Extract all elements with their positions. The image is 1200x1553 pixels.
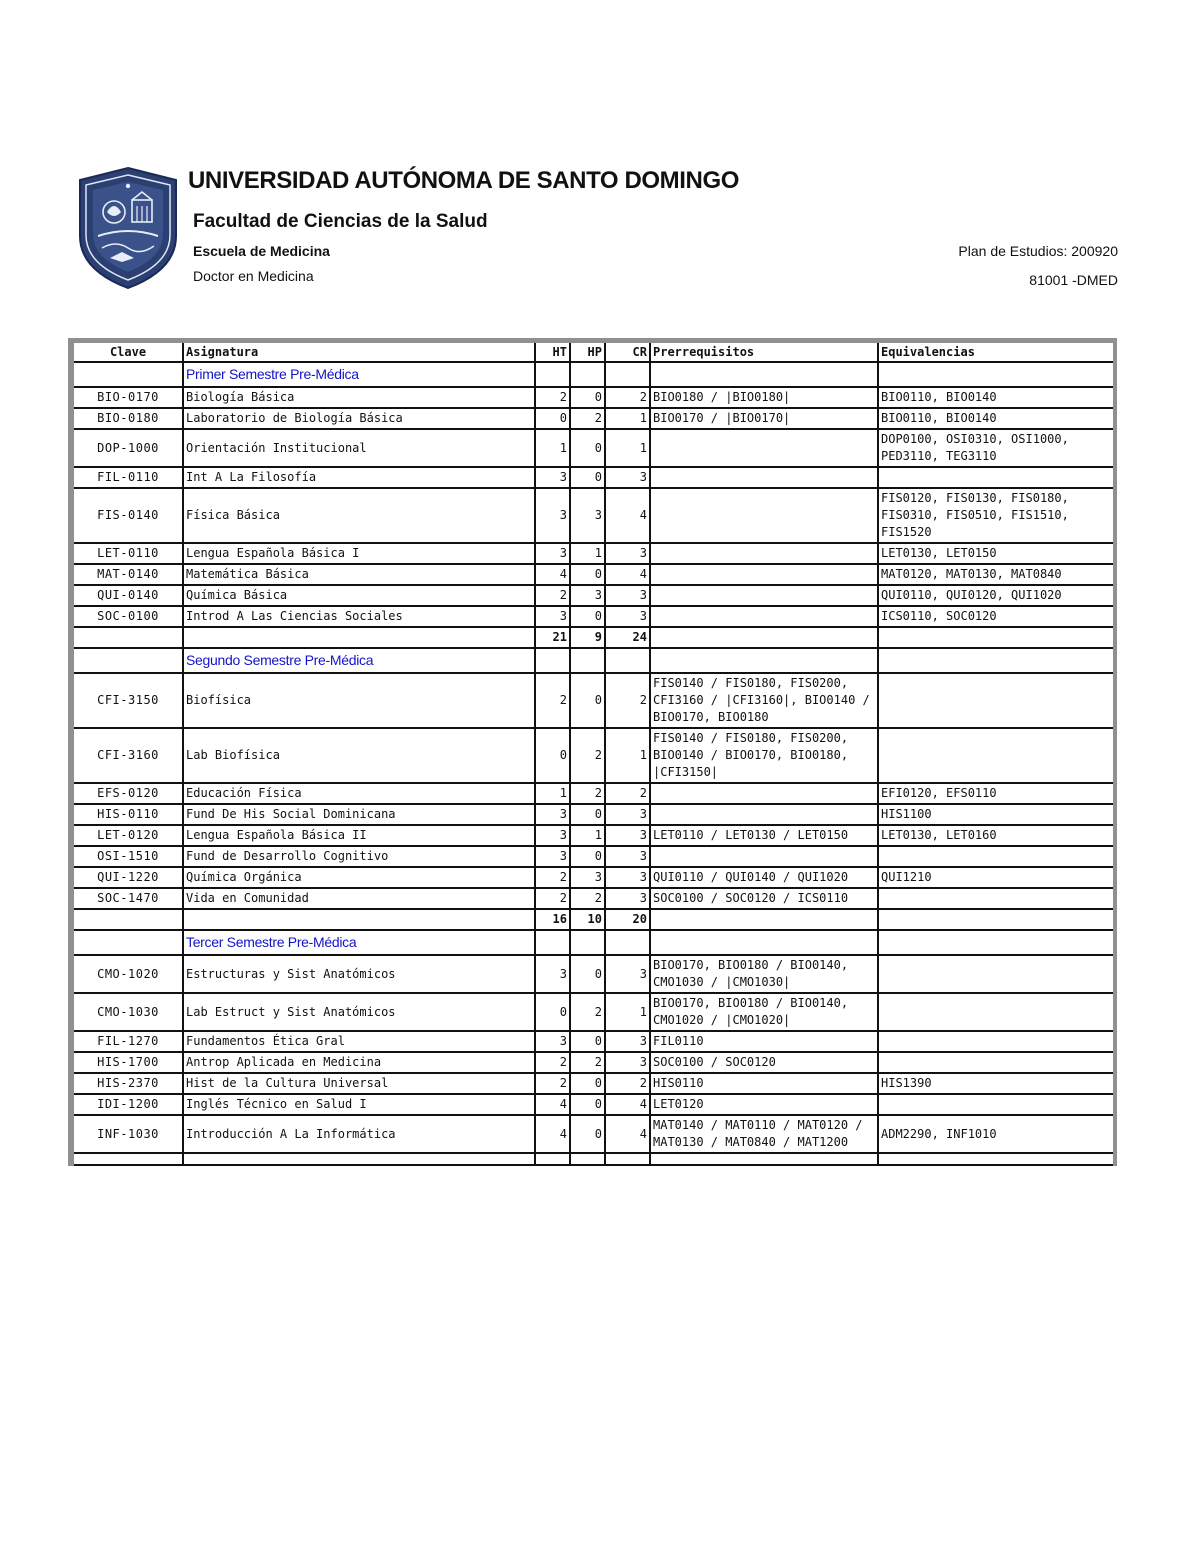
cell-prerrequisitos: SOC0100 / SOC0120 / ICS0110 xyxy=(650,888,878,909)
empty-cell xyxy=(878,930,1115,955)
cell-asignatura: Introducción A La Informática xyxy=(183,1115,535,1153)
cell-ht: 1 xyxy=(535,429,570,467)
empty-cell xyxy=(71,627,183,648)
cell-equivalencias xyxy=(878,1052,1115,1073)
cell-ht: 2 xyxy=(535,888,570,909)
cell-equivalencias xyxy=(878,1094,1115,1115)
cell-clave: LET-0110 xyxy=(71,543,183,564)
cell-ht: 3 xyxy=(535,606,570,627)
cell-prerrequisitos: MAT0140 / MAT0110 / MAT0120 / MAT0130 / MAT0840 / MAT1200 xyxy=(650,1115,878,1153)
cell-ht: 3 xyxy=(535,955,570,993)
col-header-ht: HT xyxy=(535,341,570,363)
faculty-name: Facultad de Ciencias de la Salud xyxy=(193,211,488,232)
cell-equivalencias xyxy=(878,888,1115,909)
total-ht: 16 xyxy=(535,909,570,930)
cell-cr: 4 xyxy=(605,1115,650,1153)
cell-cr: 4 xyxy=(605,488,650,543)
empty-cell xyxy=(71,930,183,955)
cell-ht: 3 xyxy=(535,1031,570,1052)
table-row xyxy=(71,1073,1115,1094)
semester-heading-row xyxy=(71,362,1115,387)
cell-prerrequisitos xyxy=(650,585,878,606)
cell-equivalencias: ADM2290, INF1010 xyxy=(878,1115,1115,1153)
cell-asignatura: Fund De His Social Dominicana xyxy=(183,804,535,825)
cell-clave: DOP-1000 xyxy=(71,429,183,467)
semester-totals-row xyxy=(71,909,1115,930)
col-header-hp: HP xyxy=(570,341,605,363)
cell-equivalencias xyxy=(878,955,1115,993)
cell-hp: 0 xyxy=(570,1115,605,1153)
cell-prerrequisitos xyxy=(650,429,878,467)
cell-asignatura: Educación Física xyxy=(183,783,535,804)
empty-cell xyxy=(878,627,1115,648)
semester-title: Segundo Semestre Pre-Médica xyxy=(183,648,535,673)
table-row xyxy=(71,846,1115,867)
semester-heading-row xyxy=(71,930,1115,955)
table-row xyxy=(71,429,1115,467)
cell-equivalencias: ICS0110, SOC0120 xyxy=(878,606,1115,627)
cell-cr: 3 xyxy=(605,955,650,993)
cell-prerrequisitos xyxy=(650,783,878,804)
cell-prerrequisitos: BIO0170 / |BIO0170| xyxy=(650,408,878,429)
semester-heading-row xyxy=(71,648,1115,673)
cell-cr: 3 xyxy=(605,606,650,627)
semester-totals-row xyxy=(71,627,1115,648)
empty-cell xyxy=(535,648,570,673)
table-row xyxy=(71,1052,1115,1073)
cell-equivalencias: LET0130, LET0150 xyxy=(878,543,1115,564)
cell-ht: 0 xyxy=(535,728,570,783)
cell-prerrequisitos: BIO0170, BIO0180 / BIO0140, CMO1030 / |CMO1030| xyxy=(650,955,878,993)
empty-cell xyxy=(605,362,650,387)
cell-asignatura: Física Básica xyxy=(183,488,535,543)
cell-prerrequisitos xyxy=(650,564,878,585)
cell-prerrequisitos: LET0110 / LET0130 / LET0150 xyxy=(650,825,878,846)
table-row xyxy=(71,543,1115,564)
cell-cr: 1 xyxy=(605,429,650,467)
cell-prerrequisitos xyxy=(650,804,878,825)
cell-hp: 0 xyxy=(570,955,605,993)
cell-ht: 2 xyxy=(535,585,570,606)
cell-cr: 3 xyxy=(605,825,650,846)
total-hp: 9 xyxy=(570,627,605,648)
table-row xyxy=(71,804,1115,825)
cell-clave: FIS-0140 xyxy=(71,488,183,543)
empty-cell xyxy=(535,362,570,387)
col-header-asignatura: Asignatura xyxy=(183,341,535,363)
empty-cell xyxy=(71,909,183,930)
cell-clave: BIO-0170 xyxy=(71,387,183,408)
table-row xyxy=(71,993,1115,1031)
cell-hp: 1 xyxy=(570,543,605,564)
table-row xyxy=(71,488,1115,543)
cell-hp: 2 xyxy=(570,783,605,804)
cell-ht: 2 xyxy=(535,1052,570,1073)
cell-equivalencias: DOP0100, OSI0310, OSI1000, PED3110, TEG3110 xyxy=(878,429,1115,467)
table-row xyxy=(71,585,1115,606)
empty-cell xyxy=(183,909,535,930)
cell-hp: 2 xyxy=(570,993,605,1031)
table-row xyxy=(71,955,1115,993)
empty-cell xyxy=(535,1153,570,1165)
cell-hp: 3 xyxy=(570,488,605,543)
university-seal-logo xyxy=(76,166,180,290)
empty-cell xyxy=(650,648,878,673)
cell-clave: OSI-1510 xyxy=(71,846,183,867)
cell-ht: 4 xyxy=(535,1115,570,1153)
cell-equivalencias: HIS1100 xyxy=(878,804,1115,825)
cell-clave: CFI-3160 xyxy=(71,728,183,783)
cell-cr: 3 xyxy=(605,467,650,488)
cell-ht: 3 xyxy=(535,825,570,846)
cell-cr: 4 xyxy=(605,1094,650,1115)
table-row xyxy=(71,408,1115,429)
cell-ht: 3 xyxy=(535,543,570,564)
empty-cell xyxy=(650,909,878,930)
empty-cell xyxy=(71,1153,183,1165)
table-row xyxy=(71,867,1115,888)
empty-cell xyxy=(71,362,183,387)
cell-ht: 0 xyxy=(535,408,570,429)
table-row xyxy=(71,1031,1115,1052)
cell-hp: 0 xyxy=(570,564,605,585)
cell-asignatura: Fund de Desarrollo Cognitivo xyxy=(183,846,535,867)
cell-asignatura: Antrop Aplicada en Medicina xyxy=(183,1052,535,1073)
cell-prerrequisitos xyxy=(650,488,878,543)
cell-clave: IDI-1200 xyxy=(71,1094,183,1115)
cell-cr: 3 xyxy=(605,585,650,606)
cell-asignatura: Laboratorio de Biología Básica xyxy=(183,408,535,429)
cell-equivalencias: BIO0110, BIO0140 xyxy=(878,387,1115,408)
cell-ht: 2 xyxy=(535,1073,570,1094)
cell-cr: 4 xyxy=(605,564,650,585)
empty-cell xyxy=(878,648,1115,673)
empty-cell xyxy=(605,648,650,673)
cell-prerrequisitos xyxy=(650,467,878,488)
cell-clave: HIS-2370 xyxy=(71,1073,183,1094)
cell-cr: 3 xyxy=(605,867,650,888)
cell-hp: 2 xyxy=(570,728,605,783)
cell-equivalencias: EFI0120, EFS0110 xyxy=(878,783,1115,804)
cell-asignatura: Lengua Española Básica I xyxy=(183,543,535,564)
cell-clave: CFI-3150 xyxy=(71,673,183,728)
cell-ht: 0 xyxy=(535,993,570,1031)
table-row xyxy=(71,888,1115,909)
empty-cell xyxy=(71,648,183,673)
cell-hp: 0 xyxy=(570,467,605,488)
cell-cr: 3 xyxy=(605,804,650,825)
cell-asignatura: Introd A Las Ciencias Sociales xyxy=(183,606,535,627)
cell-hp: 0 xyxy=(570,1094,605,1115)
table-row xyxy=(71,387,1115,408)
cell-clave: LET-0120 xyxy=(71,825,183,846)
table-row xyxy=(71,467,1115,488)
cell-prerrequisitos: SOC0100 / SOC0120 xyxy=(650,1052,878,1073)
empty-cell xyxy=(878,909,1115,930)
cell-equivalencias xyxy=(878,728,1115,783)
cell-equivalencias xyxy=(878,467,1115,488)
cell-cr: 3 xyxy=(605,1052,650,1073)
cell-clave: CMO-1020 xyxy=(71,955,183,993)
cell-hp: 0 xyxy=(570,1031,605,1052)
degree-name: Doctor en Medicina xyxy=(193,268,314,284)
cell-hp: 2 xyxy=(570,1052,605,1073)
page-break-row xyxy=(71,1153,1115,1165)
cell-cr: 2 xyxy=(605,1073,650,1094)
cell-cr: 1 xyxy=(605,993,650,1031)
table-row xyxy=(71,673,1115,728)
empty-cell xyxy=(535,930,570,955)
empty-cell xyxy=(650,1153,878,1165)
cell-asignatura: Química Orgánica xyxy=(183,867,535,888)
cell-asignatura: Vida en Comunidad xyxy=(183,888,535,909)
cell-cr: 2 xyxy=(605,783,650,804)
cell-clave: BIO-0180 xyxy=(71,408,183,429)
semester-title: Primer Semestre Pre-Médica xyxy=(183,362,535,387)
cell-equivalencias xyxy=(878,1031,1115,1052)
cell-hp: 0 xyxy=(570,387,605,408)
total-hp: 10 xyxy=(570,909,605,930)
cell-cr: 3 xyxy=(605,888,650,909)
col-header-cr: CR xyxy=(605,341,650,363)
empty-cell xyxy=(570,362,605,387)
cell-equivalencias: BIO0110, BIO0140 xyxy=(878,408,1115,429)
cell-cr: 3 xyxy=(605,543,650,564)
empty-cell xyxy=(570,930,605,955)
total-ht: 21 xyxy=(535,627,570,648)
cell-clave: INF-1030 xyxy=(71,1115,183,1153)
cell-hp: 0 xyxy=(570,673,605,728)
cell-equivalencias: QUI1210 xyxy=(878,867,1115,888)
cell-ht: 2 xyxy=(535,673,570,728)
cell-ht: 3 xyxy=(535,488,570,543)
empty-cell xyxy=(605,1153,650,1165)
university-name: UNIVERSIDAD AUTÓNOMA DE SANTO DOMINGO xyxy=(188,167,739,194)
cell-equivalencias xyxy=(878,846,1115,867)
cell-equivalencias xyxy=(878,673,1115,728)
cell-hp: 3 xyxy=(570,585,605,606)
total-cr: 24 xyxy=(605,627,650,648)
cell-equivalencias: MAT0120, MAT0130, MAT0840 xyxy=(878,564,1115,585)
cell-ht: 3 xyxy=(535,804,570,825)
empty-cell xyxy=(605,930,650,955)
cell-cr: 3 xyxy=(605,846,650,867)
empty-cell xyxy=(878,1153,1115,1165)
semester-title: Tercer Semestre Pre-Médica xyxy=(183,930,535,955)
cell-prerrequisitos: FIL0110 xyxy=(650,1031,878,1052)
table-row xyxy=(71,728,1115,783)
cell-hp: 2 xyxy=(570,408,605,429)
cell-prerrequisitos: BIO0180 / |BIO0180| xyxy=(650,387,878,408)
cell-ht: 3 xyxy=(535,467,570,488)
empty-cell xyxy=(650,362,878,387)
cell-cr: 3 xyxy=(605,1031,650,1052)
table-row xyxy=(71,564,1115,585)
cell-equivalencias xyxy=(878,993,1115,1031)
cell-prerrequisitos: LET0120 xyxy=(650,1094,878,1115)
col-header-prerrequisitos: Prerrequisitos xyxy=(650,341,878,363)
cell-ht: 2 xyxy=(535,867,570,888)
cell-asignatura: Orientación Institucional xyxy=(183,429,535,467)
cell-hp: 0 xyxy=(570,429,605,467)
table-row xyxy=(71,783,1115,804)
cell-clave: SOC-1470 xyxy=(71,888,183,909)
cell-hp: 0 xyxy=(570,846,605,867)
cell-clave: SOC-0100 xyxy=(71,606,183,627)
empty-cell xyxy=(570,648,605,673)
cell-prerrequisitos xyxy=(650,846,878,867)
cell-asignatura: Lengua Española Básica II xyxy=(183,825,535,846)
cell-prerrequisitos xyxy=(650,543,878,564)
school-name: Escuela de Medicina xyxy=(193,243,330,259)
cell-hp: 1 xyxy=(570,825,605,846)
table-row xyxy=(71,1094,1115,1115)
empty-cell xyxy=(650,627,878,648)
curriculum-table xyxy=(68,338,1117,1166)
table-row xyxy=(71,825,1115,846)
cell-equivalencias: FIS0120, FIS0130, FIS0180, FIS0310, FIS0510, FIS1510, FIS1520 xyxy=(878,488,1115,543)
table-row xyxy=(71,606,1115,627)
table-body xyxy=(71,362,1115,1165)
empty-cell xyxy=(570,1153,605,1165)
cell-asignatura: Biofísica xyxy=(183,673,535,728)
cell-prerrequisitos xyxy=(650,606,878,627)
cell-clave: HIS-0110 xyxy=(71,804,183,825)
cell-hp: 0 xyxy=(570,606,605,627)
cell-equivalencias: QUI0110, QUI0120, QUI1020 xyxy=(878,585,1115,606)
cell-asignatura: Biología Básica xyxy=(183,387,535,408)
cell-asignatura: Estructuras y Sist Anatómicos xyxy=(183,955,535,993)
cell-asignatura: Lab Biofísica xyxy=(183,728,535,783)
total-cr: 20 xyxy=(605,909,650,930)
empty-cell xyxy=(878,362,1115,387)
cell-clave: FIL-0110 xyxy=(71,467,183,488)
cell-asignatura: Química Básica xyxy=(183,585,535,606)
plan-label: Plan de Estudios: 200920 xyxy=(958,243,1118,259)
empty-cell xyxy=(650,930,878,955)
cell-prerrequisitos: BIO0170, BIO0180 / BIO0140, CMO1020 / |CMO1020| xyxy=(650,993,878,1031)
cell-cr: 2 xyxy=(605,387,650,408)
cell-clave: EFS-0120 xyxy=(71,783,183,804)
cell-hp: 2 xyxy=(570,888,605,909)
cell-equivalencias: LET0130, LET0160 xyxy=(878,825,1115,846)
cell-equivalencias: HIS1390 xyxy=(878,1073,1115,1094)
cell-ht: 4 xyxy=(535,1094,570,1115)
cell-cr: 2 xyxy=(605,673,650,728)
cell-clave: HIS-1700 xyxy=(71,1052,183,1073)
cell-prerrequisitos: QUI0110 / QUI0140 / QUI1020 xyxy=(650,867,878,888)
cell-cr: 1 xyxy=(605,408,650,429)
cell-asignatura: Int A La Filosofía xyxy=(183,467,535,488)
cell-prerrequisitos: FIS0140 / FIS0180, FIS0200, CFI3160 / |CFI3160|, BIO0140 / BIO0170, BIO0180 xyxy=(650,673,878,728)
cell-prerrequisitos: FIS0140 / FIS0180, FIS0200, BIO0140 / BIO0170, BIO0180, |CFI3150| xyxy=(650,728,878,783)
cell-hp: 0 xyxy=(570,804,605,825)
cell-asignatura: Hist de la Cultura Universal xyxy=(183,1073,535,1094)
cell-clave: FIL-1270 xyxy=(71,1031,183,1052)
empty-cell xyxy=(183,1153,535,1165)
cell-prerrequisitos: HIS0110 xyxy=(650,1073,878,1094)
cell-ht: 1 xyxy=(535,783,570,804)
cell-asignatura: Lab Estruct y Sist Anatómicos xyxy=(183,993,535,1031)
cell-asignatura: Inglés Técnico en Salud I xyxy=(183,1094,535,1115)
cell-clave: CMO-1030 xyxy=(71,993,183,1031)
cell-ht: 4 xyxy=(535,564,570,585)
cell-clave: MAT-0140 xyxy=(71,564,183,585)
cell-asignatura: Fundamentos Ética Gral xyxy=(183,1031,535,1052)
table-header-row xyxy=(71,341,1115,363)
table-row xyxy=(71,1115,1115,1153)
col-header-equivalencias: Equivalencias xyxy=(878,341,1115,363)
cell-hp: 0 xyxy=(570,1073,605,1094)
col-header-clave: Clave xyxy=(71,341,183,363)
cell-hp: 3 xyxy=(570,867,605,888)
cell-ht: 3 xyxy=(535,846,570,867)
cell-ht: 2 xyxy=(535,387,570,408)
cell-cr: 1 xyxy=(605,728,650,783)
empty-cell xyxy=(183,627,535,648)
program-code: 81001 -DMED xyxy=(1029,272,1118,288)
cell-asignatura: Matemática Básica xyxy=(183,564,535,585)
cell-clave: QUI-0140 xyxy=(71,585,183,606)
cell-clave: QUI-1220 xyxy=(71,867,183,888)
